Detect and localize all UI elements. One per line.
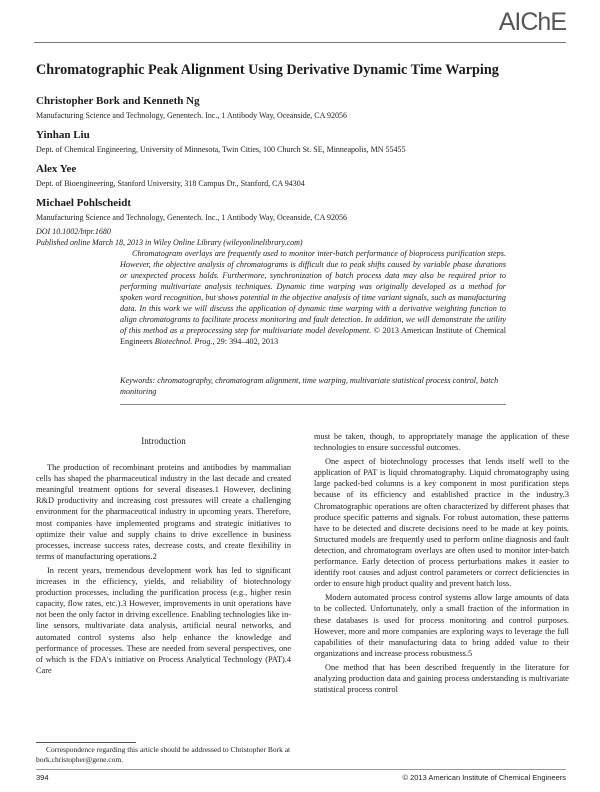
paragraph: must be taken, though, to appropriately manage the application of these technologies to ensure successful outcomes. [314, 432, 569, 453]
publication-info [36, 226, 303, 248]
column-left [36, 437, 291, 675]
column-right [314, 431, 569, 698]
abstract [120, 248, 506, 347]
footer-copyright: © 2013 American Institute of Chemical Engineers [402, 773, 566, 782]
header-rule [34, 42, 566, 43]
footer-rule [36, 769, 566, 770]
keywords-label: Keywords: [120, 376, 156, 385]
author-group [36, 197, 576, 223]
keywords [120, 375, 506, 397]
keywords-list: chromatography, chromatogram alignment, time warping, multivariate statistical process control, batch monitoring [120, 376, 499, 396]
abstract-text: Chromatogram overlays are frequently used to monitor inter-batch performance of bioprocess purification steps. However, the objective analysis of chromatograms is difficult due to peak shifts caused by variable phase durations or unexpected process holds. Furthermore, synchronization of batch process data may also be required prior to performing multivariate analysis techniques. Dynamic time warping was originally developed as a method for spoken word recognition, but shows potential in the objective analysis of time variant signals, such as manufacturing data. In this work we will discuss the application of dynamic time warping with a derivative weighting function to align chromatograms to facilitate process monitoring and fault detection. In addition, we will demonstrate the utility of this method as a preprocessing step for multivariate model development. [120, 249, 506, 335]
abstract-copyright: © 2013 American Institute of Chemical Engineers [120, 326, 507, 346]
author-affiliation: Manufacturing Science and Technology, Genentech. Inc., 1 Antibody Way, Oceanside, CA 92056 [36, 111, 347, 120]
author-names: Michael Pohlscheidt [36, 197, 132, 209]
author-names: Alex Yee [36, 163, 77, 175]
author-group [36, 95, 576, 121]
author-list [36, 95, 576, 231]
article-title: Chromatographic Peak Alignment Using Derivative Dynamic Time Warping [36, 62, 499, 78]
section-heading: Introduction [141, 436, 186, 446]
author-affiliation: Manufacturing Science and Technology, Genentech. Inc., 1 Antibody Way, Oceanside, CA 92056 [36, 213, 347, 222]
citation-journal: Biotechnol. Prog. [154, 337, 213, 346]
author-affiliation: Dept. of Chemical Engineering, University of Minnesota, Twin Cities, 100 Church St. SE, Minneapolis, MN 55455 [36, 145, 406, 154]
paragraph: One method that has been described frequently in the literature for analyzing production data and gaining process understanding is multivariate statistical process control [314, 662, 569, 695]
published-online: Published online March 18, 2013 in Wiley Online Library (wileyonlinelibrary.com) [36, 238, 303, 247]
paragraph: The production of recombinant proteins and antibodies by mammalian cells has shaped the pharmaceutical industry in the last decade and created meaningful treatment options for several diseases.1 However, declining R&D productivity and increasing cost pressures will create a challenging environment for the pharmaceutical industry in upcoming years. Therefore, most companies have implemented programs and strategic initiatives to optimize their value and supply chains to drive excellence in business processes, increase success rates, decrease costs, and create flexibility in terms of manufacturing operations.2 [36, 463, 291, 561]
paragraph: One aspect of biotechnology processes that lends itself well to the application of PAT is liquid chromatography. Liquid chromatography using large packed-bed columns is a key component in most purification steps because of its efficiency and established practice in the industry.3 Chromatographic operations are often characterized by different phases that produce specific patterns and signals. For robust automation, these patterns have to be detected and discrete decisions need to be made at key points. Structured models are frequently used to perform online diagnosis and fault detection, and chromatogram overlays are often used to monitor inter-batch performance. Early detection of process perturbations makes it easier to identify root causes and adjust control parameters or correct deficiencies in order to ensure high product quality and prevent batch loss. [314, 457, 569, 589]
abstract-rule [120, 404, 506, 405]
author-group [36, 129, 576, 155]
author-names: Christopher Bork and Kenneth Ng [36, 95, 200, 107]
author-group [36, 163, 576, 189]
paragraph: Modern automated process control systems allow large amounts of data to be collected. Unfortunately, only a small fraction of the information in these databases is used for process monitoring and control purposes. However, more and more companies are exploring ways to leverage the full capabilities of their manufacturing data to bring added value to their organizations and increase process robustness.5 [314, 593, 569, 658]
citation-details: , 29: 394–402, 2013 [212, 337, 279, 346]
journal-logo: AIChE [498, 8, 566, 36]
footnote-rule [36, 742, 136, 743]
correspondence-footnote: Correspondence regarding this article should be addressed to Christopher Bork at bork.christopher@gene.com. [36, 745, 291, 764]
page-number: 394 [36, 773, 49, 782]
paragraph: In recent years, tremendous development work has led to significant increases in the efficiency, yields, and reliability of biotechnology production processes, including the purification process (e.g., higher resin capacity, flow rates, etc.).3 However, improvements in unit operations have not been the only factor in driving excellence. Enabling technologies like in-line sensors, multivariate data analysis, artificial neural networks, and automated control systems also help enhance the knowledge and performance of processes. These are needed from several perspectives, one of which is the FDA's initiative on Process Analytical Technology (PAT).4 Care [36, 565, 291, 675]
doi[interactable]: DOI 10.1002/btpr.1680 [36, 227, 111, 236]
author-affiliation: Dept. of Bioengineering, Stanford University, 318 Campus Dr., Stanford, CA 94304 [36, 179, 305, 188]
author-names: Yinhan Liu [36, 129, 90, 141]
